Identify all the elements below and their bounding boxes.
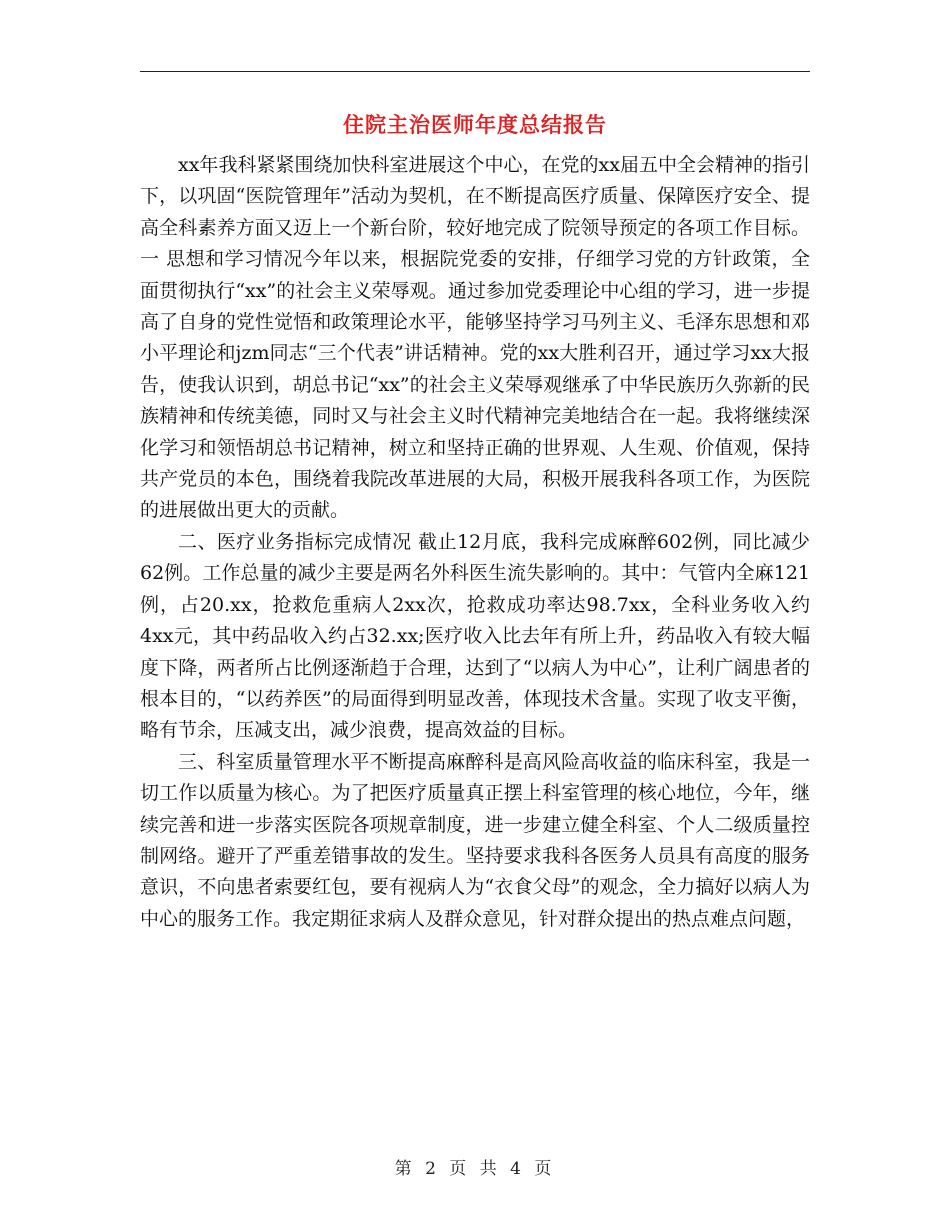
paragraph-quality-management: 三、科室质量管理水平不断提高麻醉科是高风险高收益的临床科室，我是一切工作以质量为核心。为了把医疗质量真正摆上科室管理的核心地位，今年，继续完善和进一步落实医院各项规章制度，进一步建立健全科室、个人二级质量控制网络。避开了严重差错事故的发生。坚持要求我科各医务人员具有高度的服务意识，不向患者索要红包，要有视病人为“衣食父母”的观念，全力搞好以病人为中心的服务工作。我定期征求病人及群众意见，针对群众提出的热点难点问题， <box>140 750 810 930</box>
paragraph-medical-indicators: 二、医疗业务指标完成情况 截止12月底，我科完成麻醉602例，同比减少62例。工作总量的减少主要是两名外科医生流失影响的。其中：气管内全麻121例，占20.xx，抢救危重病人2xx次，抢救成功率达98.7xx，全科业务收入约4xx元，其中药品收入约占32.xx;医疗收入比去年有所上升，药品收入有较大幅度下降，两者所占比例逐渐趋于合理，达到了“以病人为中心”，让利广阔患者的根本目的，“以药养医”的局面得到明显改善，体现技术含量。实现了收支平衡，略有节余，压减支出，减少浪费，提高效益的目标。 <box>140 530 810 742</box>
header-rule <box>140 71 810 72</box>
document-body <box>140 150 810 935</box>
page-number: 第 2 页 共 4 页 <box>394 1159 556 1179</box>
document-title: 住院主治医师年度总结报告 <box>343 112 607 137</box>
paragraph-intro: xx年我科紧紧围绕加快科室进展这个中心，在党的xx届五中全会精神的指引下，以巩固“医院管理年”活动为契机，在不断提高医疗质量、保障医疗安全、提高全科素养方面又迈上一个新台阶，较好地完成了院领导预定的各项工作目标。一 思想和学习情况今年以来，根据院党委的安排，仔细学习党的方针政策，全面贯彻执行“xx”的社会主义荣辱观。通过参加党委理论中心组的学习，进一步提高了自身的党性觉悟和政策理论水平，能够坚持学习马列主义、毛泽东思想和邓小平理论和jzm同志“三个代表”讲话精神。党的xx大胜利召开，通过学习xx大报告，使我认识到，胡总书记“xx”的社会主义荣辱观继承了中华民族历久弥新的民族精神和传统美德，同时又与社会主义时代精神完美地结合在一起。我将继续深化学习和领悟胡总书记精神，树立和坚持正确的世界观、人生观、价值观，保持共产党员的本色，围绕着我院改革进展的大局，积极开展我科各项工作，为医院的进展做出更大的贡献。 <box>140 154 810 522</box>
